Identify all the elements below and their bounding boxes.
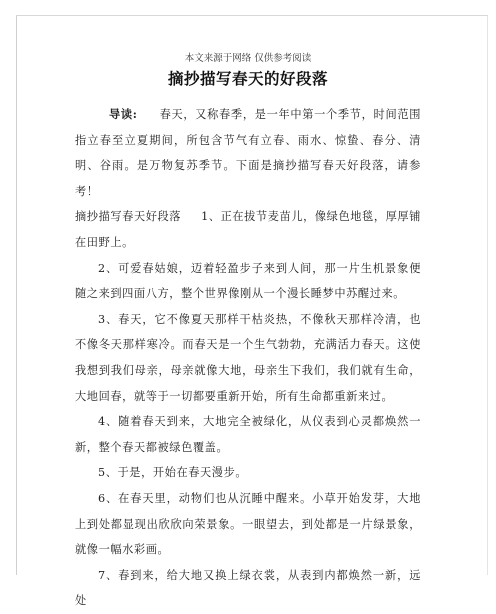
intro-text: 春天，又称春季，是一年中第一个季节，时间范围指立春至立夏期间，所包含节气有立春、雨水、惊蛰、春分、清明、谷雨。是万物复苏季节。下面是摘抄描写春天好段落，请参考！ bbox=[75, 108, 422, 198]
document-body bbox=[75, 102, 421, 614]
paragraph-3: 3、春天，它不像夏天那样干枯炎热，不像秋天那样冷清，也不像冬天那样寒冷。而春天是一个生气勃勃，充满活力春天。这使我想到我们母亲，母亲就像大地，母亲生下我们，我们就有生命，大地回春，就等于一切都要重新开始，所有生命都重新来过。 bbox=[75, 312, 421, 403]
intro-label: 导读: bbox=[109, 107, 138, 121]
first-section-paragraph bbox=[75, 204, 421, 255]
intro-paragraph bbox=[75, 102, 421, 204]
paragraph-1: 1、正在拔节麦苗儿，像绿色地毯，厚厚铺在田野上。 bbox=[75, 210, 421, 249]
paragraph-4: 4、随着春天到来，大地完全被绿化，从仪表到心灵都焕然一新，整个春天都被绿色覆盖。 bbox=[75, 415, 421, 454]
document-title: 摘抄描写春天的好段落 bbox=[167, 69, 328, 88]
paragraph-5: 5、于是，开始在春天漫步。 bbox=[98, 466, 248, 480]
source-note: 本文来源于网络 仅供参考阅读 bbox=[184, 53, 312, 64]
paragraph-2: 2、可爱春姑娘，迈着轻盈步子来到人间，那一片生机景象便随之来到四面八方，整个世界像刚从一个漫长睡梦中苏醒过来。 bbox=[75, 261, 421, 301]
paragraph-6: 6、在春天里，动物们也从沉睡中醒来。小草开始发芽，大地上到处都显现出欣欣向荣景象。一眼望去，到处都是一片绿景象，就像一幅水彩画。 bbox=[75, 491, 421, 557]
paragraph-7: 7、春到来，给大地又换上绿衣裳，从表到内都焕然一新，远处 bbox=[75, 568, 421, 608]
section-heading: 摘抄描写春天好段落 bbox=[75, 210, 182, 224]
